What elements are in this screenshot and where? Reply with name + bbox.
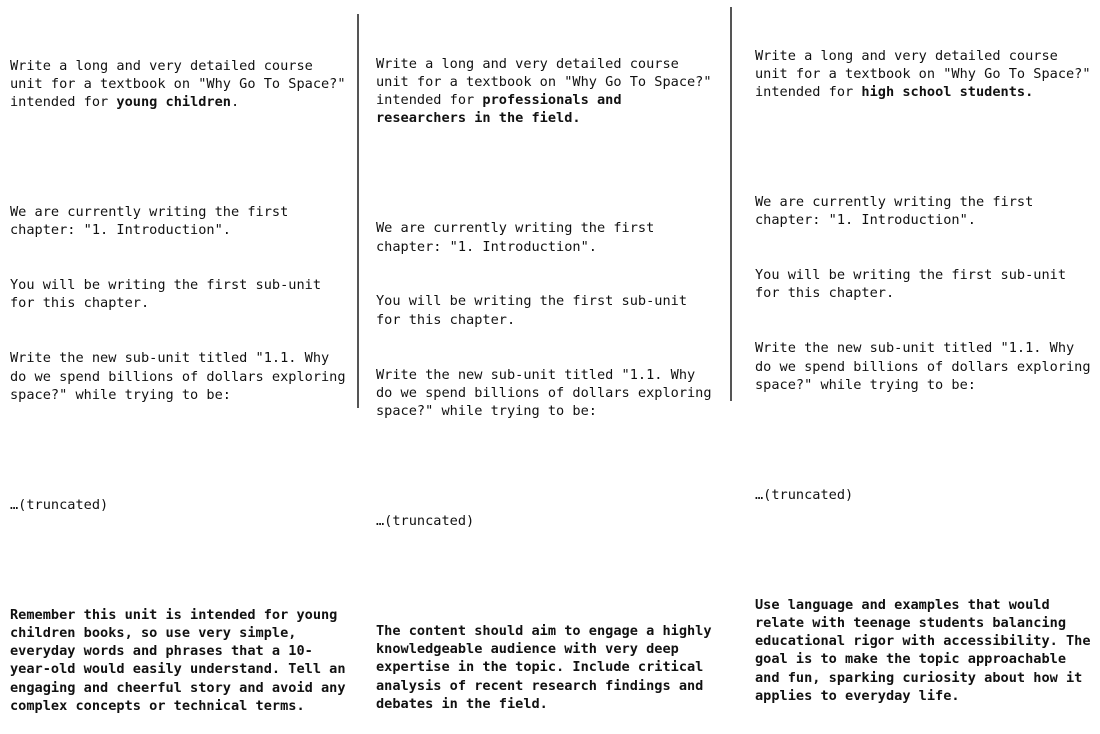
chapter-line: We are currently writing the first chapter: "1. Introduction". xyxy=(755,193,1042,229)
column-divider xyxy=(357,14,359,408)
truncated-marker: …(truncated) xyxy=(10,496,109,513)
closing-paragraph: The content should aim to engage a highly knowledgeable audience with very deep expertise in the topic. Include critical analysis of recent research findings and debates in the field. xyxy=(376,622,720,712)
chapter-line: We are currently writing the first chapter: "1. Introduction". xyxy=(10,203,297,239)
closing-paragraph: Remember this unit is intended for young children books, so use very simple, everyday words and phrases that a 10-year-old would easily understand. Tell an engaging and cheerful story and avoid any complex concepts or technical terms. xyxy=(10,606,354,714)
subunit-line: You will be writing the first sub-unit for this chapter. xyxy=(376,293,696,328)
title-line: Write the new sub-unit titled "1.1. Why do we spend billions of dollars exploring space?" while trying to be: xyxy=(10,350,354,403)
truncated-marker: …(truncated) xyxy=(755,486,854,503)
subunit-line: You will be writing the first sub-unit for this chapter. xyxy=(10,277,330,312)
intro-paragraph: Write a long and very detailed course unit for a textbook on "Why Go To Space?" intended for professionals and researchers in the field. xyxy=(376,55,720,127)
title-line: Write the new sub-unit titled "1.1. Why do we spend billions of dollars exploring space?" while trying to be: xyxy=(755,340,1099,393)
audience-label: professionals and researchers in the field xyxy=(376,92,630,127)
audience-label: young children xyxy=(116,94,231,111)
column-divider xyxy=(730,7,732,401)
prompt-column-professionals xyxy=(376,18,720,732)
intro-paragraph: Write a long and very detailed course unit for a textbook on "Why Go To Space?" intended for young children. xyxy=(10,57,354,111)
closing-paragraph: Use language and examples that would relate with teenage students balancing educational rigor with accessibility. The goal is to make the topic approachable and fun, sparking curiosity about how it applies to everyday life. xyxy=(755,596,1099,704)
chapter-line: We are currently writing the first chapter: "1. Introduction". xyxy=(376,220,663,255)
prompt-column-high-school xyxy=(755,10,1099,724)
prompt-column-young-children xyxy=(10,20,354,734)
intro-paragraph: Write a long and very detailed course unit for a textbook on "Why Go To Space?" intended for high school students. xyxy=(755,47,1099,101)
audience-label: high school students xyxy=(861,84,1026,101)
truncated-marker: …(truncated) xyxy=(376,513,475,530)
title-line: Write the new sub-unit titled "1.1. Why do we spend billions of dollars exploring space?" while trying to be: xyxy=(376,366,720,420)
subunit-line: You will be writing the first sub-unit for this chapter. xyxy=(755,267,1075,302)
